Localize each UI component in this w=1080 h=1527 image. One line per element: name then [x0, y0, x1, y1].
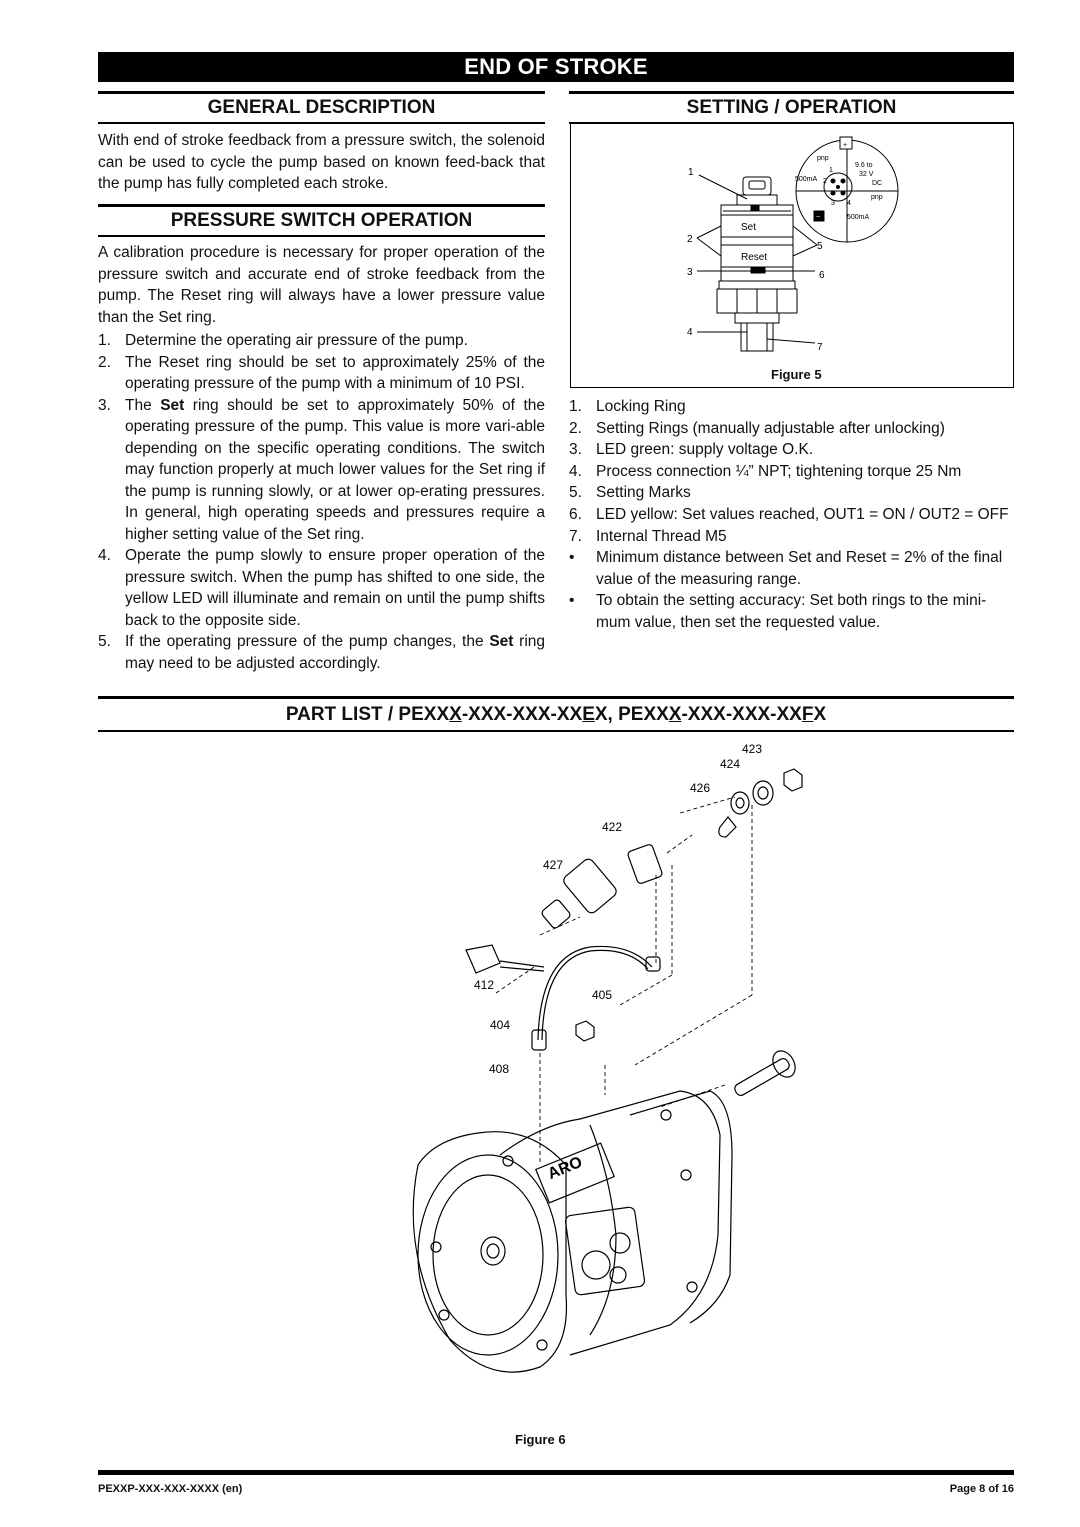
pin-label-voltage-2: 32 V [859, 171, 874, 178]
pin-label-pnp-top: pnp [817, 155, 829, 162]
callout-4: 4 [687, 327, 693, 338]
legend-item [569, 439, 1015, 461]
calibration-step [98, 631, 545, 674]
pressure-switch-diagram [571, 123, 1012, 386]
pin-label-voltage-1: 9.6 to [855, 162, 873, 169]
part-list-title-segment: PART LIST / PEXX [285, 704, 450, 725]
nut-423 [784, 769, 802, 791]
washer-424 [753, 781, 773, 805]
aro-logo: ARO [545, 1153, 585, 1183]
callout-3: 3 [687, 267, 693, 278]
part-list-title-segment: X, PEXX [594, 704, 669, 725]
calibration-step [98, 395, 545, 546]
callout-5: 5 [817, 241, 823, 252]
pin-number-1: 1 [829, 167, 833, 174]
step-text: The [125, 396, 161, 414]
step-number: 5. [98, 633, 111, 650]
legend-item [569, 547, 1015, 590]
legend-marker: • [569, 549, 575, 567]
calibration-step [98, 545, 545, 631]
callout-2: 2 [687, 234, 693, 245]
legend-marker: • [569, 592, 575, 610]
figure-5-legend [569, 396, 1015, 634]
legend-marker: 6. [569, 505, 582, 523]
calibration-step [98, 352, 545, 395]
legend-text: LED green: supply voltage O.K. [596, 441, 814, 459]
air-motor-section [565, 1207, 645, 1296]
legend-text: LED yellow: Set values reached, OUT1 = ON / OUT2 = OFF [596, 505, 1009, 523]
step-number: 3. [98, 396, 111, 414]
legend-text: Setting Marks [596, 484, 691, 502]
footer-doc-id: PEXXP-XXX-XXX-XXXX (en) [98, 1483, 243, 1495]
setting-operation-heading: SETTING / OPERATION [569, 91, 1014, 124]
pressure-switch-427 [561, 857, 618, 915]
callout-7: 7 [817, 342, 823, 353]
footer-rule [98, 1470, 1014, 1475]
legend-item [569, 418, 1015, 440]
legend-marker: 4. [569, 462, 582, 480]
pin-label-minus: − [816, 214, 821, 221]
step-emphasis: Set [489, 633, 514, 650]
pressure-switch-intro [98, 242, 545, 328]
part-list-title-segment: -XXX-XXX-XX [461, 704, 583, 725]
fitting-412 [466, 945, 500, 973]
legend-text: Minimum distance between Set and Reset = 2% of the final value of the measuring range. [596, 549, 1003, 588]
legend-marker: 5. [569, 484, 582, 502]
plug-408 [532, 1030, 546, 1050]
part-list-heading [98, 696, 1014, 732]
pin-label-plus: + [843, 142, 848, 149]
pressure-switch-intro-paragraph: A calibration procedure is necessary for proper operation of the pressure switch and accurate end of stroke feedback from the pump. The Reset ring will always have a lower pressure value than the Set ring. [98, 244, 545, 326]
reset-ring-label: Reset [741, 252, 768, 263]
general-description-paragraph: With end of stroke feedback from a pressure switch, the solenoid can be used to cycle the pump based on known feed-back that the pump has fully completed each stroke. [98, 132, 545, 192]
legend-text: Locking Ring [596, 398, 686, 415]
step-number: 4. [98, 547, 111, 564]
pin-label-ma-bottom: 500mA [847, 214, 870, 221]
pin-label-ma-left: 500mA [795, 176, 818, 183]
callout-424: 424 [720, 757, 741, 771]
step-text: Determine the operating air pressure of the pump. [125, 332, 468, 349]
callout-423: 423 [742, 742, 763, 756]
figure-5-box [570, 122, 1014, 388]
step-text: Operate the pump slowly to ensure proper operation of the pressure switch. When the pump has shifted to one side, the yellow LED will illuminate and remain on until the pump shifts back to the opposite side. [125, 547, 545, 629]
legend-item [569, 526, 1015, 548]
pin-number-2: 2 [823, 178, 827, 185]
step-text-continued: ring should be set to approximately 50% of the operating pressure of the pump. This value is more vari-able depending on the specific operating conditions. The switch may function properly at much lower values for the Set ring if the pump is running slowly, or at lower op-erating pressures. In general, high operating speeds and pressures require a higher setting value of the Set ring. [125, 396, 546, 543]
set-ring-label: Set [741, 222, 757, 233]
legend-marker: 3. [569, 441, 582, 459]
nut-405 [576, 1021, 594, 1041]
part-list-title-segment: X [449, 704, 462, 725]
exploded-view-diagram [380, 735, 820, 1445]
legend-text: To obtain the setting accuracy: Set both rings to the mini-mum value, then set the requested value. [596, 592, 987, 631]
step-emphasis: Set [160, 396, 185, 414]
callout-404: 404 [490, 1018, 511, 1032]
legend-marker: 2. [569, 419, 582, 437]
callout-1: 1 [688, 167, 694, 178]
adapter-422 [627, 844, 663, 885]
legend-item [569, 482, 1015, 504]
pressure-switch-heading: PRESSURE SWITCH OPERATION [98, 204, 545, 237]
legend-item [569, 504, 1015, 526]
pin-number-4: 4 [847, 200, 851, 207]
part-list-title-segment: -XXX-XXX-XX [681, 704, 802, 725]
section-banner: END OF STROKE [98, 52, 1014, 82]
legend-text: Process connection ¼” NPT; tightening torque 25 Nm [596, 462, 962, 480]
pin-number-3: 3 [831, 200, 835, 207]
figure-6-caption: Figure 6 [515, 1432, 566, 1447]
legend-item [569, 590, 1015, 633]
general-description-heading: GENERAL DESCRIPTION [98, 91, 545, 124]
callout-412: 412 [474, 978, 495, 992]
part-list-title-segment: F [801, 704, 814, 725]
callout-426: 426 [690, 781, 711, 795]
callout-427: 427 [543, 858, 564, 872]
legend-marker: 1. [569, 398, 582, 415]
legend-marker: 7. [569, 527, 582, 545]
part-list-title-segment: E [582, 704, 595, 725]
calibration-steps [98, 330, 545, 674]
figure-5-caption: Figure 5 [771, 367, 822, 382]
general-description-text [98, 130, 545, 195]
callout-6: 6 [819, 270, 825, 281]
callout-405: 405 [592, 988, 613, 1002]
footer-page-number: Page 8 of 16 [949, 1483, 1014, 1495]
legend-text: Internal Thread M5 [596, 527, 727, 545]
ring-terminal-426 [731, 792, 749, 814]
pin-label-pnp-right: pnp [871, 194, 883, 201]
ground-lug [719, 817, 736, 837]
step-text-continued: ring may need to be adjusted accordingly. [125, 633, 546, 672]
part-list-title-segment: X [668, 704, 682, 725]
set-ring [721, 215, 793, 237]
callout-422: 422 [602, 820, 623, 834]
calibration-step [98, 330, 545, 352]
step-number: 2. [98, 353, 111, 371]
legend-item [569, 396, 1015, 418]
pump-center-body [500, 1091, 720, 1355]
legend-text: Setting Rings (manually adjustable after unlocking) [596, 419, 945, 437]
callout-408: 408 [489, 1062, 510, 1076]
pin-label-dc: DC [872, 180, 883, 187]
part-list-title-segment: X [813, 704, 827, 725]
step-number: 1. [98, 332, 111, 349]
step-text: The Reset ring should be set to approximately 25% of the operating pressure of the pump with a minimum of 10 PSI. [125, 353, 545, 392]
step-text: If the operating pressure of the pump changes, the [125, 633, 490, 650]
bolt [733, 1057, 791, 1097]
legend-item [569, 461, 1015, 483]
